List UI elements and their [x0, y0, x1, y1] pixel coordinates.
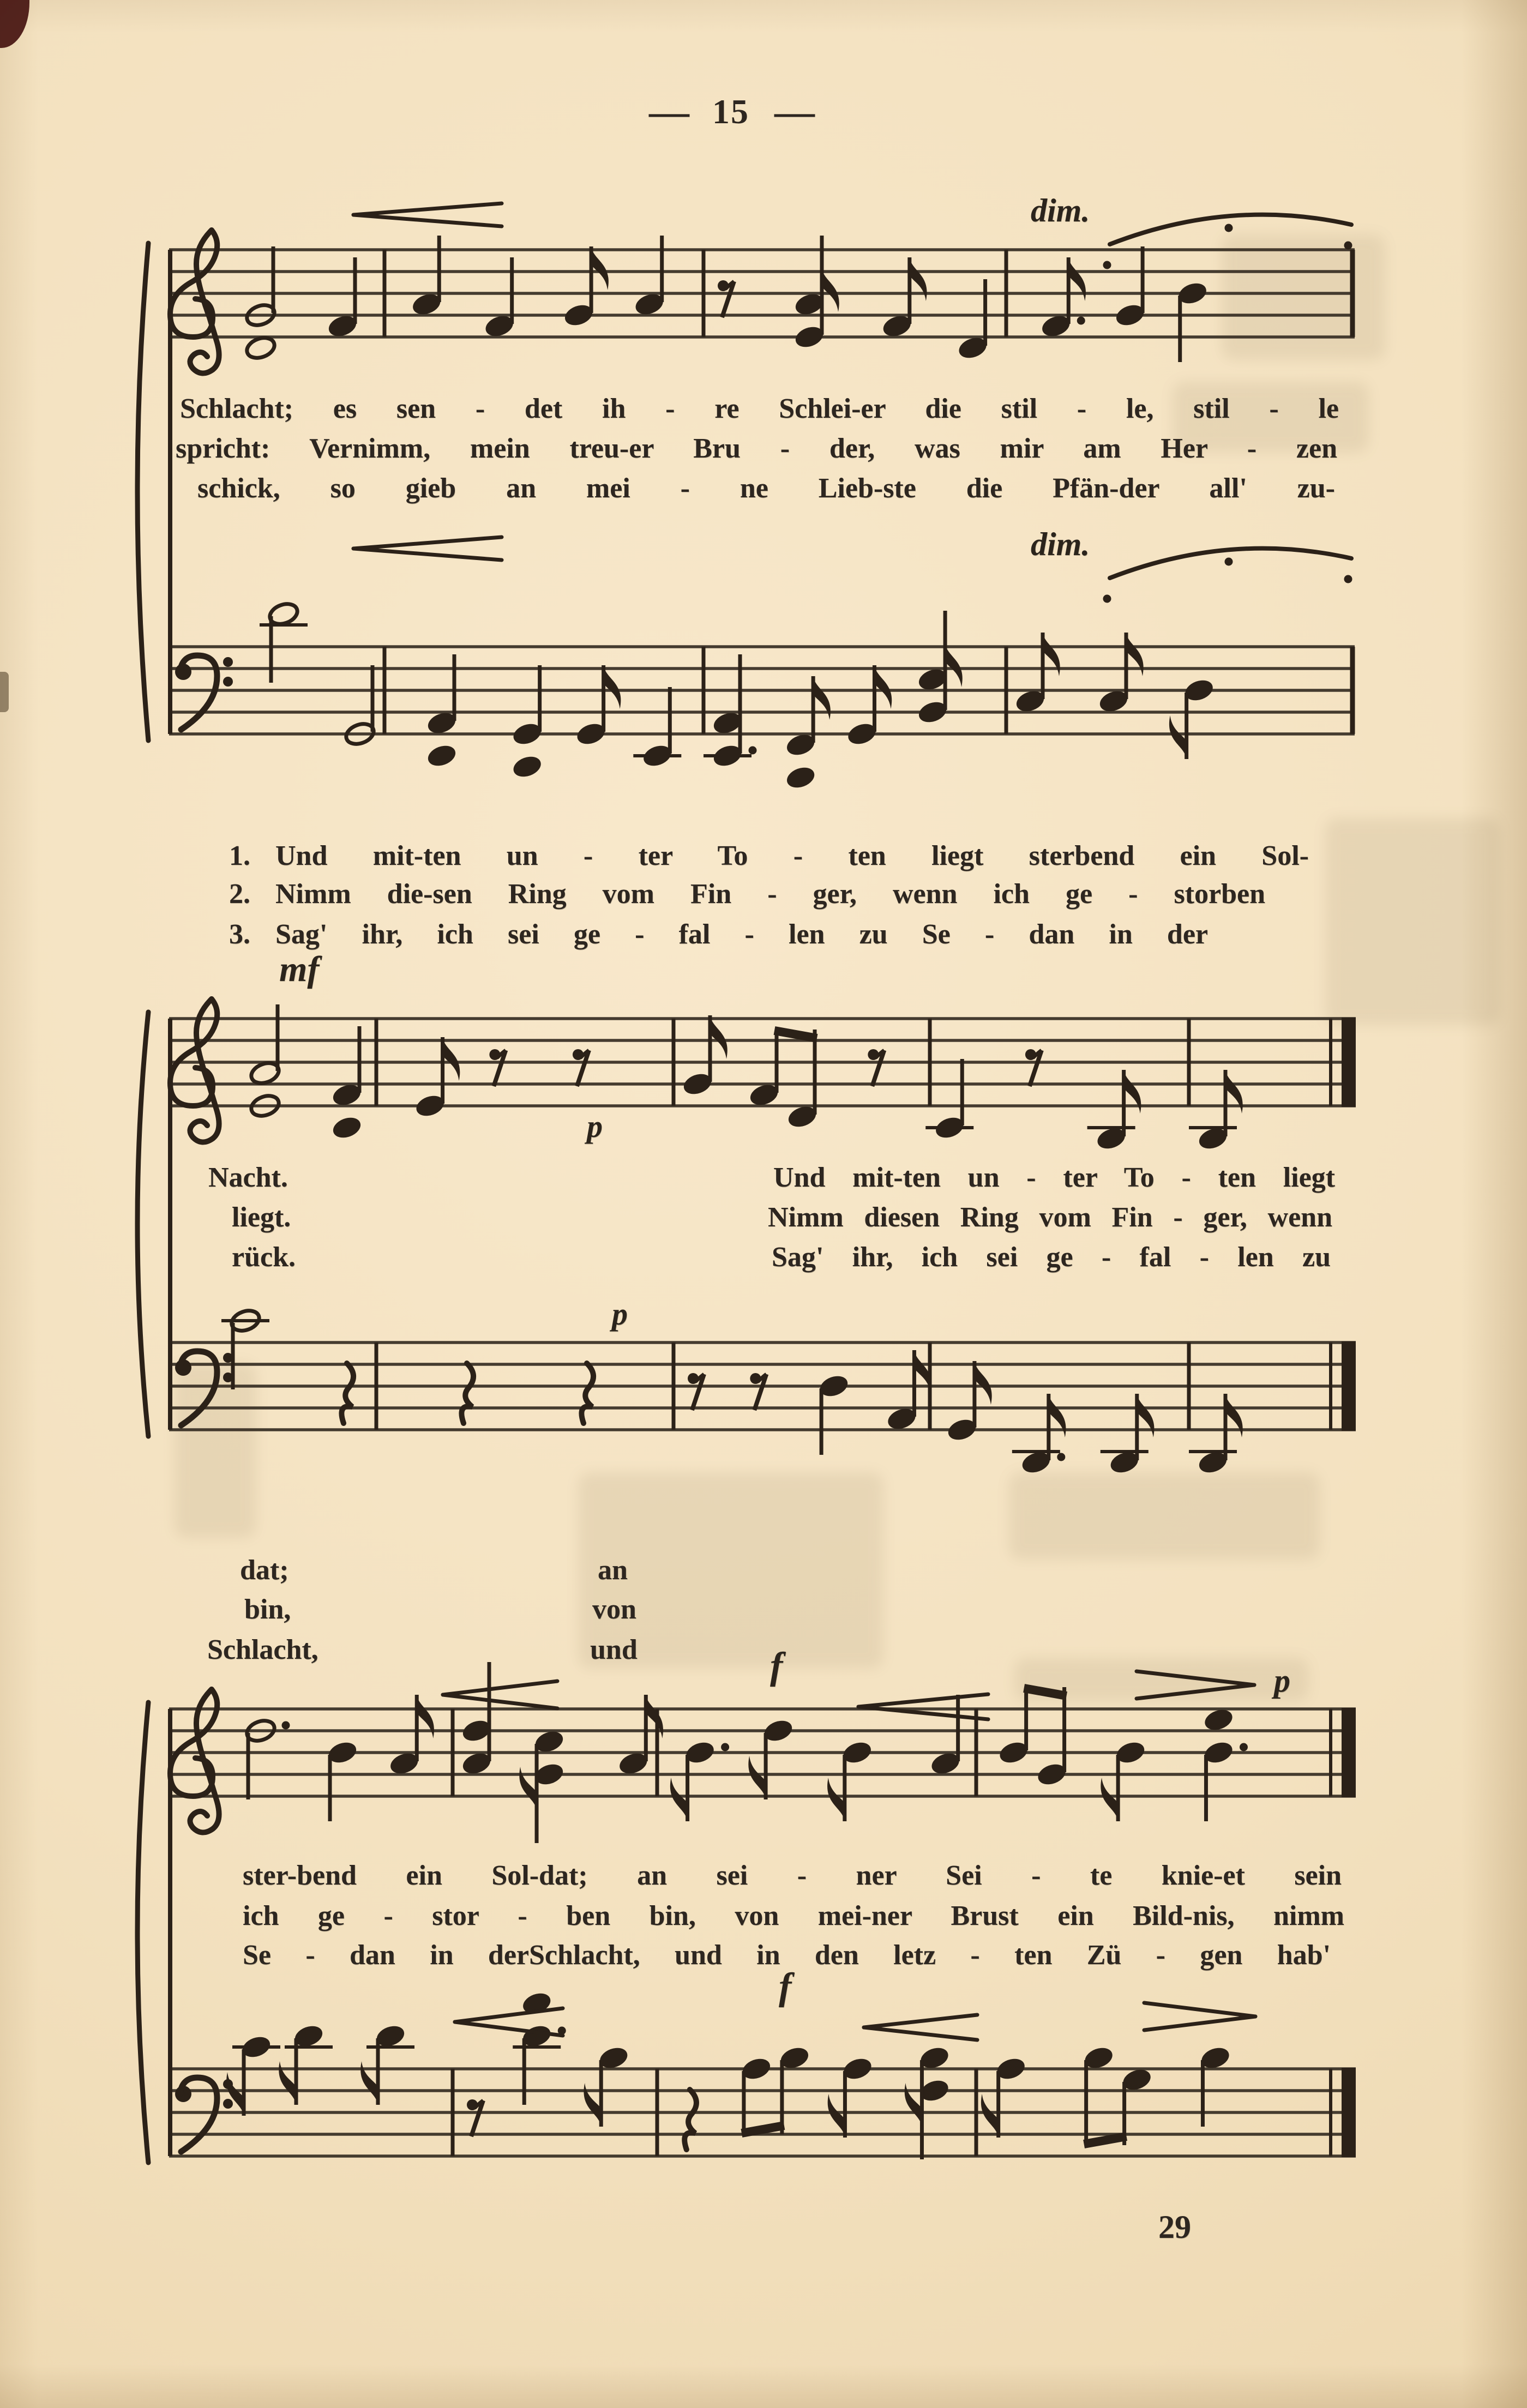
hairpin-dynamic	[1137, 1671, 1254, 1699]
dim-marking-bass-1: dim.	[1031, 526, 1090, 562]
lyrics-system3-line1: ster-bend ein Sol-dat; an sei - ner Sei - te knie-et sein	[243, 1860, 1342, 1891]
verse-3-number: 3.	[229, 919, 250, 950]
carry-word-right-2: von	[592, 1594, 636, 1625]
lyrics-system2-line1: Und mit-ten un - ter To - ten liegt	[773, 1162, 1335, 1193]
hairpin-dynamic	[353, 203, 502, 226]
verse-2-text: Nimm die-sen Ring vom Fin - ger, wenn ich ge - storben	[275, 878, 1265, 910]
verse-2-number: 2.	[229, 878, 250, 910]
mf-marking-system-2: mf	[279, 949, 320, 989]
lyrics-system2-line3: Sag' ihr, ich sei ge - fal - len zu	[772, 1242, 1331, 1273]
dim-marking-treble-1: dim.	[1031, 192, 1090, 228]
end-word-3: rück.	[232, 1242, 296, 1273]
p-marking-treble-2: p	[587, 1109, 603, 1144]
verse-1-number: 1.	[229, 840, 250, 871]
lyrics-system3-line3: Se - dan in derSchlacht, und in den letz - ten Zü - gen hab'	[243, 1940, 1331, 1971]
slur-with-staccato-dots	[1103, 549, 1352, 603]
verse-1-text: Und mit-ten un - ter To - ten liegt sterbend ein Sol-	[275, 840, 1309, 871]
treble-staff-1	[169, 230, 1355, 374]
f-marking-bass-3: f	[779, 1966, 792, 2008]
bass-staff-2	[169, 1307, 1356, 1476]
hairpin-dynamic	[864, 2015, 977, 2040]
hairpin-dynamic	[353, 537, 502, 560]
carry-word-right-3: und	[590, 1634, 638, 1665]
carry-word-right-1: an	[598, 1555, 628, 1586]
hairpin-dynamic	[443, 1681, 557, 1708]
treble-staff-3	[169, 1662, 1356, 1843]
carry-word-left-3: Schlacht,	[207, 1634, 318, 1665]
p-marking-treble-3: p	[1274, 1663, 1290, 1699]
page-number-top: 15	[712, 92, 749, 131]
page-number-bottom: 29	[1158, 2209, 1191, 2245]
system-brace	[137, 1012, 148, 1436]
lyrics-system1-line1: Schlacht; es sen - det ih - re Schlei-er die stil - le, stil - le	[180, 393, 1339, 424]
slur-with-staccato-dots	[1103, 215, 1352, 269]
header-dash-left: —	[649, 89, 687, 134]
hairpin-dynamic	[1144, 2003, 1255, 2030]
hairpin-dynamic	[858, 1694, 988, 1719]
treble-staff-2	[169, 999, 1356, 1152]
system-brace	[137, 1702, 148, 2163]
bass-staff-1	[169, 600, 1355, 791]
bass-staff-3	[169, 1990, 1356, 2159]
verse-3-text: Sag' ihr, ich sei ge - fal - len zu Se - dan in der	[275, 919, 1208, 950]
end-word-1: Nacht.	[208, 1162, 288, 1193]
f-marking-treble-3: f	[770, 1645, 783, 1687]
p-marking-bass-2: p	[612, 1296, 628, 1332]
end-word-2: liegt.	[232, 1202, 291, 1233]
lyrics-system1-line2: spricht: Vernimm, mein treu-er Bru - der, was mir am Her - zen	[176, 433, 1337, 464]
lyrics-system2-line2: Nimm diesen Ring vom Fin - ger, wenn	[768, 1202, 1332, 1233]
lyrics-system3-line2: ich ge - stor - ben bin, von mei-ner Brust ein Bild-nis, nimm	[243, 1900, 1344, 1931]
header-dash-right: —	[774, 89, 813, 134]
carry-word-left-1: dat;	[240, 1555, 289, 1586]
system-brace	[137, 243, 148, 741]
lyrics-system1-line3: schick, so gieb an mei - ne Lieb-ste die Pfän-der all' zu-	[197, 473, 1335, 504]
carry-word-left-2: bin,	[244, 1594, 291, 1625]
